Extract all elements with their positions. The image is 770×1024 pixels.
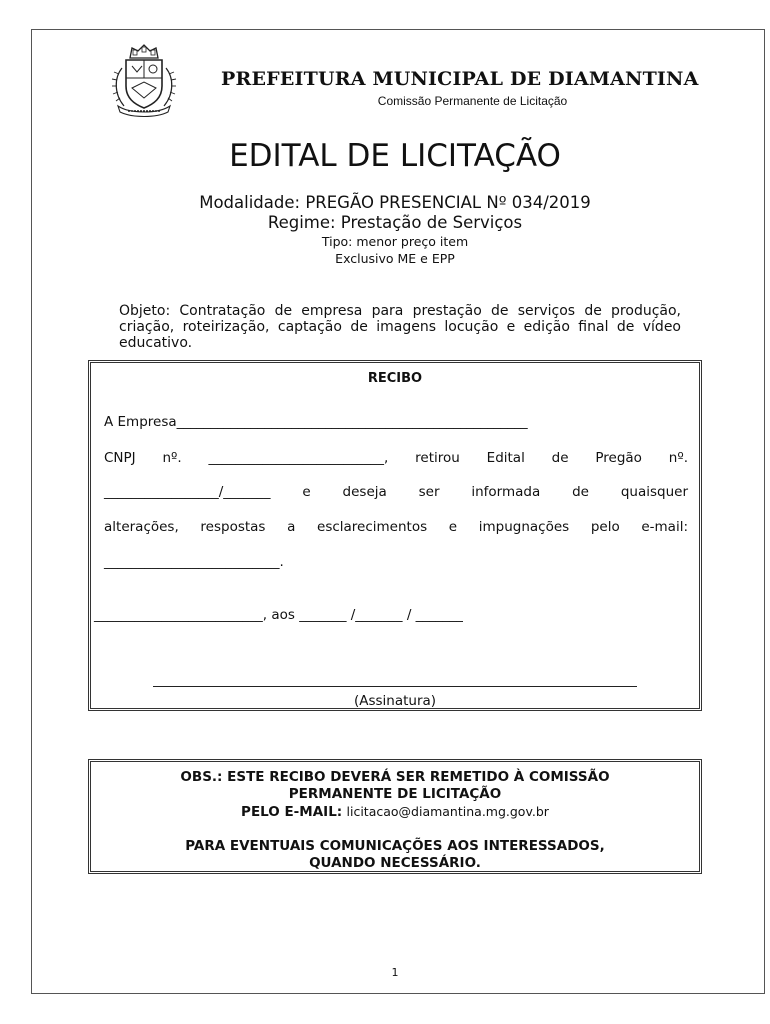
obs-notice	[88, 759, 702, 874]
regime-line: Regime: Prestação de Serviços	[267, 213, 523, 232]
cnpj-field: CNPJ nº. __________________________, retirou Edital de Pregão nº.	[104, 450, 688, 466]
objeto-paragraph: Objeto: Contratação de empresa para prestação de serviços de produção, criação, roteirização, captação de imagens locução e edição final de vídeo educativo.	[119, 303, 681, 351]
email-instruction: alterações, respostas a esclarecimentos e impugnações pelo e-mail:	[104, 519, 688, 535]
email-field: __________________________.	[104, 554, 284, 570]
pregao-number-field: _________________/_______ e deseja ser informada de quaisquer	[104, 484, 688, 500]
obs-line: OBS.: ESTE RECIBO DEVERÁ SER REMETIDO À COMISSÃO	[180, 769, 610, 785]
modalidade-line: Modalidade: PREGÃO PRESENCIAL Nº 034/2019	[199, 193, 591, 212]
org-subtitle: Comissão Permanente de Licitação	[377, 94, 568, 108]
signature-label: (Assinatura)	[353, 693, 437, 709]
obs-line: PERMANENTE DE LICITAÇÃO	[288, 786, 502, 802]
tipo-line: Tipo: menor preço item	[321, 234, 469, 249]
obs-line: QUANDO NECESSÁRIO.	[309, 855, 481, 871]
email-address-link[interactable]: licitacao@diamantina.mg.gov.br	[346, 804, 549, 819]
obs-line: PARA EVENTUAIS COMUNICAÇÕES AOS INTERESSADOS,	[185, 838, 605, 854]
page-number: 1	[391, 966, 399, 979]
empresa-field: A Empresa____________________________________________________	[104, 414, 528, 430]
exclusivo-line: Exclusivo ME e EPP	[335, 251, 455, 266]
signature-line	[153, 686, 637, 687]
recibo-form	[88, 360, 702, 711]
recibo-title: RECIBO	[367, 371, 423, 386]
org-name: PREFEITURA MUNICIPAL DE DIAMANTINA	[221, 68, 699, 90]
email-label: PELO E-MAIL:	[241, 804, 343, 820]
page-title: EDITAL DE LICITAÇÃO	[229, 138, 561, 174]
place-date-field: _________________________, aos _______ /_______ / _______	[94, 607, 463, 623]
